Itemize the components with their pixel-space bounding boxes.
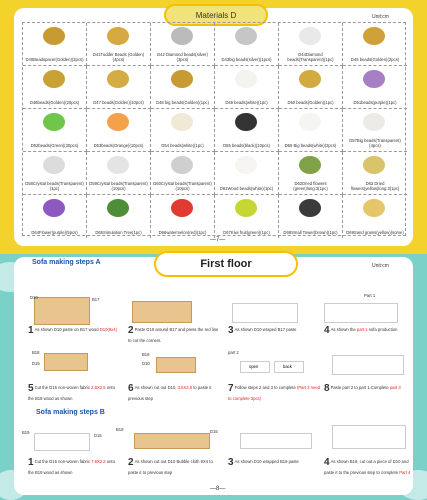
material-label: D62Dried flowers (green)long:3(1pc) — [293, 181, 328, 192]
material-image — [235, 70, 257, 88]
material-cell — [215, 109, 279, 152]
material-image — [363, 113, 385, 131]
step-number: 3 — [228, 457, 234, 468]
material-label: D45 beads(Golden)(2pcs) — [350, 57, 400, 63]
material-label: D49 beads(white)(1pc) — [225, 100, 268, 106]
material-cell — [87, 152, 151, 195]
step-instruction — [324, 457, 416, 475]
step-number: 1 — [28, 457, 34, 468]
material-image — [235, 156, 257, 174]
material-cell — [23, 152, 87, 195]
material-image — [107, 27, 129, 45]
label-back: back — [283, 364, 292, 369]
material-image — [171, 113, 193, 131]
material-image — [299, 113, 321, 131]
material-cell — [151, 109, 215, 152]
step-a1-illustration — [34, 297, 90, 325]
material-cell — [151, 23, 215, 66]
material-label: D68Small Tower(brown)(1pc) — [283, 230, 338, 236]
step-number: 2 — [128, 457, 134, 468]
material-label: D40Beadspacer(Golden)(2pcs) — [25, 57, 84, 63]
step-text: Cut the D15 non-woven fabric — [34, 385, 90, 390]
label-d15: D15 — [94, 433, 102, 438]
material-label: D47 beads(Golden)(10pcs) — [93, 100, 144, 106]
step-text: As shown D10 paste on B17 wood — [34, 327, 99, 332]
step-highlight: Part 4 — [399, 469, 411, 475]
step-instruction — [28, 457, 120, 475]
section-b-title: Sofa making steps B — [36, 409, 105, 416]
material-cell — [343, 109, 407, 152]
material-cell — [151, 66, 215, 109]
material-cell — [343, 195, 407, 238]
step-highlight: part 1 — [356, 327, 368, 332]
step-a3-illustration — [232, 303, 298, 323]
material-image — [171, 27, 193, 45]
material-label: D66watermelon(red)(1pc) — [158, 230, 207, 236]
material-label: D69Sand grains(yellow)(some) — [346, 230, 404, 236]
material-cell — [23, 109, 87, 152]
material-label: D55 beads(black)(10pcs) — [223, 143, 270, 149]
step-text-continued: onto the B19 wood as shown — [28, 459, 115, 475]
floor-title: First floor — [154, 251, 298, 277]
step-instruction — [324, 325, 416, 338]
label-d10: D10 — [142, 361, 150, 366]
step-text: As shown the — [330, 327, 356, 332]
step-text: Follow steps 2 and 3 to complete — [234, 385, 296, 390]
label-b17: B17 — [92, 297, 100, 302]
label-b19: B19 — [22, 430, 30, 435]
step-text: As shown B19, cut out a piece of D10 and paste it to the previous step to complete — [324, 459, 409, 475]
step-text-continued: to paste it previous step — [128, 385, 212, 401]
label-part1: Part 1 — [364, 293, 376, 298]
material-image — [235, 199, 257, 217]
step-number: 1 — [28, 325, 34, 336]
label-d15: D15 — [32, 361, 40, 366]
material-image — [107, 199, 129, 217]
step-text: Cut the D15 non-woven fabric — [34, 459, 90, 464]
material-label: D42 Diamond beads(silver)(3pcs) — [157, 52, 208, 63]
step-instruction — [128, 383, 220, 401]
material-cell — [343, 152, 407, 195]
material-cell — [87, 66, 151, 109]
materials-panel — [14, 8, 413, 246]
step-a2-illustration — [132, 301, 192, 323]
label-part2: part 2 — [228, 350, 239, 355]
material-label: D57Big beads(Transparent)(4pcs) — [349, 138, 401, 149]
step-number: 7 — [228, 383, 234, 394]
step-highlight: 2.5X2.5 — [91, 385, 106, 390]
step-number: 8 — [324, 383, 330, 394]
label-b19: B19 — [116, 427, 124, 432]
step-number: 6 — [128, 383, 134, 394]
material-image — [363, 199, 385, 217]
step-highlight: part 3 — [389, 385, 401, 390]
material-cell — [151, 195, 215, 238]
material-image — [299, 156, 321, 174]
material-label: D52beads(Green)(30pcs) — [30, 143, 79, 149]
label-b18: B18 — [142, 352, 150, 357]
step-text: Paste part 2 to part 1.Complete — [330, 385, 389, 390]
material-image — [43, 70, 65, 88]
material-image — [299, 70, 321, 88]
page-number: —7— — [210, 237, 226, 243]
step-instruction — [228, 457, 320, 470]
label-b18: B18 — [32, 350, 40, 355]
step-instruction — [128, 457, 220, 475]
step-a8-illustration — [332, 355, 404, 375]
material-cell — [343, 23, 407, 66]
material-image — [171, 156, 193, 174]
material-label: D64Flower(purple)(5pcs) — [31, 230, 78, 236]
step-b1-illustration — [34, 433, 90, 451]
material-image — [43, 156, 65, 174]
materials-grid — [22, 22, 406, 236]
page-number: —8— — [210, 486, 226, 492]
first-floor-panel — [14, 257, 413, 495]
material-label: D50 beads(Golden)(1pc) — [287, 100, 334, 106]
material-image — [299, 27, 321, 45]
material-label: D56 Big beads(white)(2pcs) — [284, 143, 337, 149]
step-b2-illustration — [134, 433, 210, 449]
step-text-continued: sofa production — [368, 327, 398, 332]
step-a5-illustration — [44, 353, 88, 371]
unit-label: Unit:cm — [372, 14, 389, 20]
material-label: D44Diamond beads(Transparent)(1pc) — [287, 52, 334, 63]
step-text: Paste D10 around B17 and press the red line to cut the corners. — [128, 327, 219, 343]
material-label: D48 big beads(Golden)(1pc) — [156, 100, 209, 106]
material-cell — [279, 195, 343, 238]
material-label: D65Simulation Tree(1pc) — [95, 230, 142, 236]
step-a7-open — [240, 361, 270, 373]
step-number: 4 — [324, 325, 330, 336]
step-number: 2 — [128, 325, 134, 336]
material-label: D51beads(purple)(1pc) — [353, 100, 397, 106]
step-a6-illustration — [156, 357, 196, 373]
step-instruction — [28, 383, 120, 401]
step-instruction — [28, 325, 120, 338]
step-instruction — [228, 383, 320, 401]
material-cell — [151, 152, 215, 195]
material-image — [43, 27, 65, 45]
material-cell — [87, 23, 151, 66]
step-text: As shown cut out D10, — [134, 385, 177, 390]
material-image — [107, 156, 129, 174]
material-label: D53beads(Orange)(10pcs) — [93, 143, 144, 149]
material-label: D61Wood beads(white)(1pc) — [219, 186, 274, 192]
material-image — [299, 199, 321, 217]
step-text: As shown D10 wraped B17 paste — [234, 327, 297, 332]
step-b3-illustration — [240, 433, 312, 449]
material-cell — [23, 195, 87, 238]
material-cell — [215, 152, 279, 195]
step-b4-illustration — [332, 425, 406, 449]
step-highlight: D10(9x4) — [99, 327, 117, 332]
step-highlight: 3.5X3.5 — [177, 385, 193, 390]
material-image — [43, 113, 65, 131]
step-number: 5 — [28, 383, 34, 394]
material-cell — [23, 66, 87, 109]
step-instruction — [228, 325, 320, 338]
material-image — [43, 199, 65, 217]
unit-label: Unit:cm — [372, 263, 389, 269]
material-image — [107, 70, 129, 88]
step-a4-illustration — [324, 303, 398, 323]
material-image — [363, 156, 385, 174]
step-text-continued: onto the B18 wood as shown — [28, 385, 115, 401]
material-cell — [279, 152, 343, 195]
step-highlight: 7.6X2.2 — [91, 459, 106, 464]
material-cell — [279, 23, 343, 66]
material-image — [363, 27, 385, 45]
material-label: D41Tudder Beads (Golden)(4pcs) — [92, 52, 145, 63]
material-cell — [279, 66, 343, 109]
step-text: As shown D10 wrapped B19 paste — [234, 459, 299, 464]
material-cell — [215, 195, 279, 238]
material-image — [171, 199, 193, 217]
material-cell — [23, 23, 87, 66]
material-image — [363, 70, 385, 88]
label-d10: D10 — [30, 295, 38, 300]
step-number: 3 — [228, 325, 234, 336]
material-label: D54 beads(white)(1pc) — [161, 143, 204, 149]
step-text: As shown cut out D10 Bubble cloth 9X4 to paste it to previous step — [128, 459, 213, 475]
material-cell — [87, 109, 151, 152]
step-a7-back — [274, 361, 304, 373]
material-label: D59Crystal beads(Transparent)(10pcs) — [89, 181, 148, 192]
material-label: D58Crystal beads(Transparent)(1pc) — [25, 181, 84, 192]
material-label: D46beads(Golden)(20pcs) — [29, 100, 80, 106]
step-number: 4 — [324, 457, 330, 468]
step-instruction — [324, 383, 416, 396]
material-cell — [215, 23, 279, 66]
section-a-title: Sofa making steps A — [32, 259, 101, 266]
material-label: D43big beads(silver)(1pcs) — [221, 57, 272, 63]
material-cell — [87, 195, 151, 238]
material-label: D67Kiwi fruit(green)(1pc) — [223, 230, 270, 236]
material-label: D63 Dried flowers(yellow)long:3(1pc) — [350, 181, 400, 192]
material-image — [171, 70, 193, 88]
material-image — [235, 27, 257, 45]
step-instruction — [128, 325, 220, 343]
step-highlight: (Part 2 need to complete 3pcs) — [228, 385, 320, 401]
material-cell — [215, 66, 279, 109]
material-image — [107, 113, 129, 131]
material-cell — [279, 109, 343, 152]
label-d15: D15 — [210, 429, 218, 434]
materials-title: Materials D — [164, 4, 268, 26]
material-label: D60Crystal beads(Transparent)(10pcs) — [153, 181, 212, 192]
material-cell — [343, 66, 407, 109]
label-open: open — [249, 364, 259, 369]
material-image — [235, 113, 257, 131]
